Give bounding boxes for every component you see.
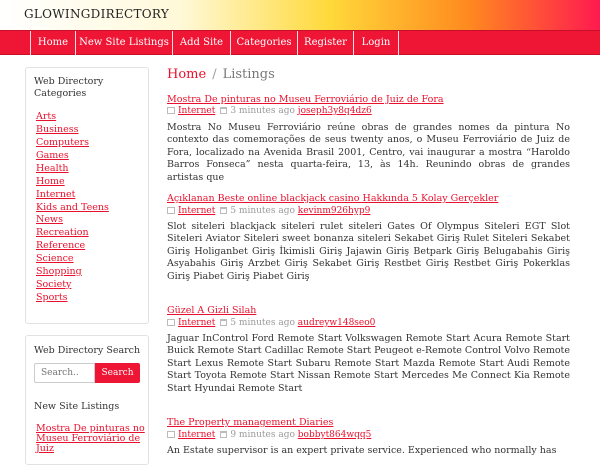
search-button[interactable]: Search bbox=[95, 363, 140, 383]
calendar-icon bbox=[220, 207, 227, 214]
listing-category-link[interactable]: Internet bbox=[178, 206, 216, 216]
folder-icon bbox=[167, 319, 175, 326]
nav-add-site[interactable]: Add Site bbox=[173, 31, 231, 55]
listing-category-link[interactable]: Internet bbox=[178, 106, 216, 116]
listing-author-link[interactable]: bobbyt864wqq5 bbox=[297, 430, 372, 440]
categories-title-line1: Web Directory bbox=[34, 76, 104, 87]
category-link-society[interactable]: Society bbox=[36, 279, 72, 290]
listing-author-link[interactable]: audreyw148seo0 bbox=[297, 318, 376, 328]
nav-categories[interactable]: Categories bbox=[231, 31, 298, 55]
breadcrumb-current: Listings bbox=[222, 67, 275, 82]
nav-register[interactable]: Register bbox=[298, 31, 354, 55]
calendar-icon bbox=[220, 107, 227, 114]
listing-meta bbox=[167, 430, 371, 440]
listing-meta bbox=[167, 206, 370, 216]
listing-category-link[interactable]: Internet bbox=[178, 430, 216, 440]
listing-description: Slot siteleri blackjack siteleri rulet siteleri Gates Of Olympus Siteleri EGT Slot Siteleri Aviator Siteleri sweet bonanza siteleri Sekabet Giriş Rulet Siteleri Sekabet Giriş Holiganbet Giriş İkimisli Giriş Jajawin Giriş Betpark Giriş Belugabahis Giriş Asyabahis Giriş Arzbet Giriş Sekabet Giriş Restbet Giriş Restbet Giriş Pokerklas Giriş Piabet Giriş Piabet Giriş bbox=[167, 221, 570, 282]
category-link-recreation[interactable]: Recreation bbox=[36, 227, 89, 238]
listing-time: 3 minutes ago bbox=[230, 106, 295, 116]
category-link-games[interactable]: Games bbox=[36, 150, 69, 161]
calendar-icon bbox=[220, 431, 227, 438]
listing-description: Jaguar InControl Ford Remote Start Volkswagen Remote Start Acura Remote Start Buick Remote Start Cadillac Remote Start Peugeot e-Remote Control Volvo Remote Start Lexus Remote Start Subaru Remote Start Mazda Remote Start Audi Remote Start Toyota Remote Start Nissan Remote Start Mercedes Me Connect Kia Remote Start Hyundai Remote Start bbox=[167, 333, 570, 394]
folder-icon bbox=[167, 431, 175, 438]
category-link-shopping[interactable]: Shopping bbox=[36, 266, 82, 277]
calendar-icon bbox=[220, 319, 227, 326]
listing-title-link[interactable]: The Property management Diaries bbox=[167, 417, 334, 428]
category-link-arts[interactable]: Arts bbox=[36, 111, 57, 122]
listing-description: Mostra No Museu Ferroviário reúne obras de grandes nomes da pintura No contexto das comemorações de seus twenty anos, o Museu Ferroviário de Juiz de Fora, localizado na Avenida Brasil 2001, Centro, vai inaugurar a mostra “Haroldo Barros Fonseca” nesta quarta-feira, 13, às 14h. Reunindo obras de grandes artistas que bbox=[167, 122, 570, 183]
listing-title-link[interactable]: Güzel A Gizli Silah bbox=[167, 305, 257, 316]
new-listings-title: New Site Listings bbox=[34, 401, 120, 412]
folder-icon bbox=[167, 207, 175, 214]
listing-time: 5 minutes ago bbox=[230, 318, 295, 328]
search-input[interactable] bbox=[34, 363, 95, 383]
listing-author-link[interactable]: kevinm926hyp9 bbox=[297, 206, 371, 216]
top-banner bbox=[0, 0, 600, 30]
categories-title-line2: Categories bbox=[34, 88, 87, 99]
listing-description: An Estate supervisor is an expert private service. Experienced who normally has bbox=[167, 445, 557, 456]
category-link-computers[interactable]: Computers bbox=[36, 137, 90, 148]
listing-author-link[interactable]: joseph3y8q4dz6 bbox=[297, 106, 372, 116]
nav-new-site-listings[interactable]: New Site Listings bbox=[76, 31, 173, 55]
listing-title-link[interactable]: Açıklanan Beste online blackjack casino Hakkında 5 Kolay Gerçekler bbox=[167, 193, 499, 204]
listing-time: 9 minutes ago bbox=[230, 430, 295, 440]
listing-meta bbox=[167, 318, 375, 328]
listing-meta bbox=[167, 106, 372, 116]
category-link-health[interactable]: Health bbox=[36, 163, 69, 174]
category-link-sports[interactable]: Sports bbox=[36, 292, 68, 303]
breadcrumb-separator: / bbox=[212, 67, 217, 82]
listing-time: 5 minutes ago bbox=[230, 206, 295, 216]
listing-title-link[interactable]: Mostra De pinturas no Museu Ferroviário de Juiz de Fora bbox=[167, 94, 444, 105]
main-navbar bbox=[0, 30, 600, 55]
search-panel bbox=[25, 335, 149, 465]
search-panel-title: Web Directory Search bbox=[34, 345, 141, 356]
category-link-internet[interactable]: Internet bbox=[36, 189, 76, 200]
category-link-kids-and-teens[interactable]: Kids and Teens bbox=[36, 202, 109, 213]
new-listing-link-line2[interactable]: Museu Ferroviário de bbox=[36, 433, 141, 444]
category-link-news[interactable]: News bbox=[36, 214, 63, 225]
category-link-home[interactable]: Home bbox=[36, 176, 65, 187]
listing-category-link[interactable]: Internet bbox=[178, 318, 216, 328]
new-listing-link-line1[interactable]: Mostra De pinturas no bbox=[36, 423, 145, 434]
folder-icon bbox=[167, 107, 175, 114]
new-listing-link-line3[interactable]: Juiz bbox=[36, 443, 54, 454]
categories-panel bbox=[25, 67, 149, 324]
category-link-science[interactable]: Science bbox=[36, 253, 74, 264]
category-link-business[interactable]: Business bbox=[36, 124, 79, 135]
breadcrumb bbox=[167, 67, 275, 82]
breadcrumb-home-link[interactable]: Home bbox=[167, 67, 207, 82]
nav-home[interactable]: Home bbox=[31, 31, 76, 55]
site-logo-text[interactable]: GLOWINGDIRECTORY bbox=[24, 7, 170, 21]
category-link-reference[interactable]: Reference bbox=[36, 240, 86, 251]
nav-login[interactable]: Login bbox=[354, 31, 399, 55]
